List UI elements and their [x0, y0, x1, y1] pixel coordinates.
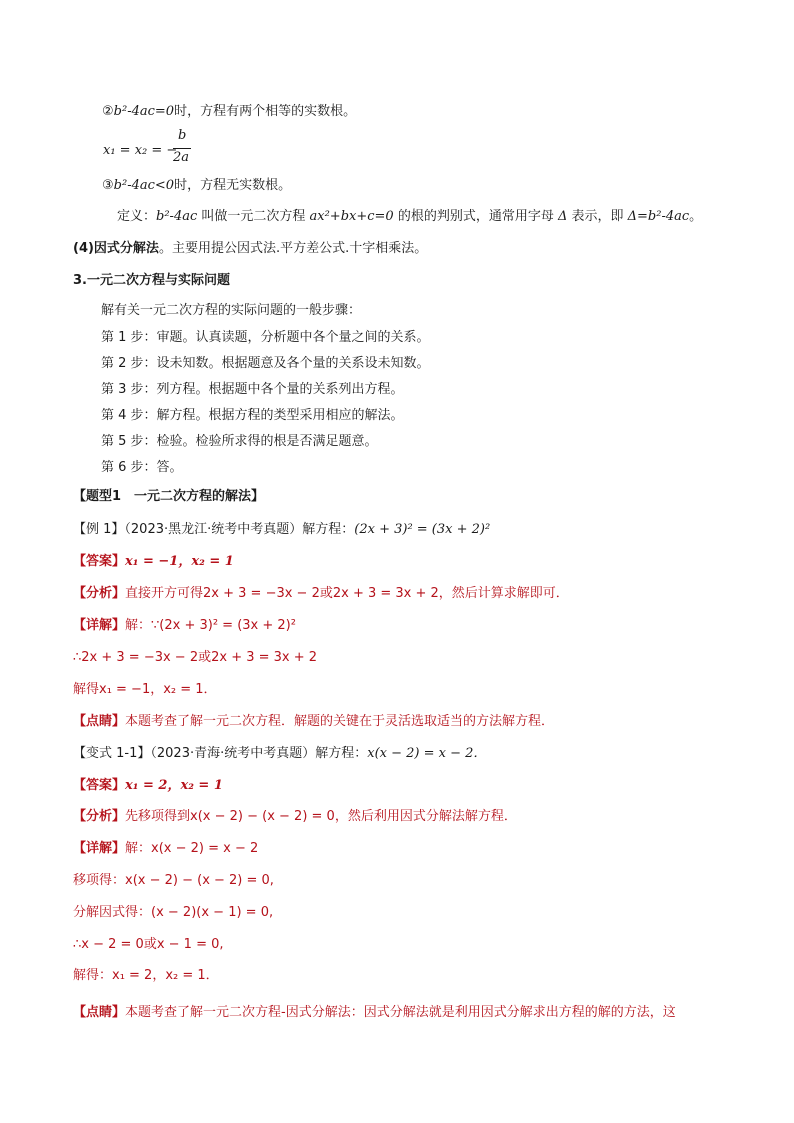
- factoring-text: 。主要用提公因式法.平方差公式.十字相乘法。: [158, 241, 428, 256]
- factoring-label: (4)因式分解法: [73, 241, 159, 256]
- roots-equal-fraction: [173, 128, 193, 168]
- step-3: 第 3 步：列方程。根据题中各个量的关系列出方程。: [101, 382, 404, 397]
- case2-expr: b²-4ac=0: [113, 104, 175, 119]
- variant1-question: [73, 745, 486, 763]
- definition-delta: Δ: [557, 209, 568, 224]
- example1-source: （2023·黑龙江·统考中考真题）解方程：: [124, 522, 355, 537]
- detail-tag: 【详解】: [73, 618, 126, 633]
- fraction-numerator: b: [178, 128, 187, 143]
- step-4: 第 4 步：解方程。根据方程的类型采用相应的解法。: [101, 408, 404, 423]
- case3-expr: b²-4ac<0: [113, 178, 175, 193]
- step-2: 第 2 步：设未知数。根据题意及各个量的关系设未知数。: [101, 356, 430, 371]
- case2-label: ②: [102, 104, 114, 119]
- comment-tag: 【点睛】: [73, 714, 126, 729]
- variant1-equation: x(x − 2) = x − 2．: [367, 746, 487, 761]
- example1-label: 【例 1】: [73, 522, 125, 537]
- definition-eq: ax²+bx+c=0: [309, 209, 394, 224]
- variant1-answer-line: [73, 777, 223, 795]
- variant1-analysis: 先移项得到x(x − 2) − (x − 2) = 0，然后利用因式分解法解方程．: [125, 809, 517, 824]
- fraction-bar: [173, 148, 191, 149]
- example1-step3: 解得x₁ = −1，x₂ = 1．: [73, 682, 217, 697]
- definition-mid2: 的根的判别式，通常用字母: [393, 209, 558, 224]
- variant1-detail-line: [73, 840, 258, 858]
- detail-tag: 【详解】: [73, 841, 126, 856]
- definition-mid3: 表示，即: [567, 209, 628, 224]
- variant1-analysis-line: [73, 808, 517, 826]
- section3-title: 3.一元二次方程与实际问题: [73, 273, 230, 288]
- example1-answer: x₁ = −1，x₂ = 1: [125, 554, 234, 569]
- step-1: 第 1 步：审题。认真读题，分析题中各个量之间的关系。: [101, 330, 430, 345]
- definition-delta-eq: Δ=b²-4ac: [627, 209, 690, 224]
- step-5: 第 5 步：检验。检验所求得的根是否满足题意。: [101, 434, 378, 449]
- variant1-detail: 解：x(x − 2) = x − 2: [125, 841, 259, 856]
- definition-prefix: 定义：: [117, 209, 157, 224]
- example1-comment: 本题考查了解一元二次方程．解题的关键在于灵活选取适当的方法解方程．: [125, 714, 555, 729]
- case3-text: 时，方程无实数根。: [174, 178, 292, 193]
- section3-intro: 解有关一元二次方程的实际问题的一般步骤：: [101, 303, 362, 318]
- analysis-tag: 【分析】: [73, 809, 126, 824]
- example1-question: [73, 521, 490, 539]
- fraction-denominator: 2a: [173, 150, 190, 165]
- variant1-step4: ∴x − 2 = 0或x − 1 = 0,: [73, 937, 224, 952]
- analysis-tag: 【分析】: [73, 586, 126, 601]
- example1-analysis-line: [73, 585, 569, 603]
- case2-text: 时，方程有两个相等的实数根。: [174, 104, 357, 119]
- answer-tag: 【答案】: [73, 554, 126, 569]
- variant1-step5: 解得：x₁ = 2，x₂ = 1．: [73, 968, 219, 983]
- case3-line: [102, 177, 291, 195]
- roots-equal-lhs: x₁ = x₂ = −: [103, 143, 178, 158]
- definition-mid: 叫做一元二次方程: [197, 209, 310, 224]
- variant1-label: 【变式 1-1】: [73, 746, 151, 761]
- definition-end: 。: [689, 209, 703, 224]
- step-6: 第 6 步：答。: [101, 460, 183, 475]
- example1-answer-line: [73, 553, 234, 571]
- variant1-step3: 分解因式得：(x − 2)(x − 1) = 0,: [73, 905, 274, 920]
- answer-tag: 【答案】: [73, 778, 126, 793]
- definition-expr: b²-4ac: [156, 209, 198, 224]
- example1-analysis: 直接开方可得2x + 3 = −3x − 2或2x + 3 = 3x + 2，然后计算求解即可．: [125, 586, 569, 601]
- comment-tag: 【点睛】: [73, 1005, 126, 1020]
- example1-equation: (2x + 3)² = (3x + 2)²: [354, 522, 491, 537]
- type1-header: 【题型1 一元二次方程的解法】: [73, 489, 265, 504]
- case2-line: [102, 103, 356, 121]
- variant1-source: （2023·青海·统考中考真题）解方程：: [150, 746, 368, 761]
- definition-line: [117, 208, 702, 226]
- variant1-comment-line: [73, 1004, 676, 1022]
- variant1-comment: 本题考查了解一元二次方程-因式分解法：因式分解法就是利用因式分解求出方程的解的方法，这: [125, 1005, 676, 1020]
- example1-detail: 解：∵(2x + 3)² = (3x + 2)²: [125, 618, 296, 633]
- case3-label: ③: [102, 178, 114, 193]
- factoring-line: [73, 240, 427, 258]
- example1-detail-line: [73, 617, 296, 635]
- variant1-step2: 移项得：x(x − 2) − (x − 2) = 0,: [73, 873, 274, 888]
- variant1-answer: x₁ = 2，x₂ = 1: [125, 778, 223, 793]
- example1-comment-line: [73, 713, 554, 731]
- example1-step2: ∴2x + 3 = −3x − 2或2x + 3 = 3x + 2: [73, 650, 318, 665]
